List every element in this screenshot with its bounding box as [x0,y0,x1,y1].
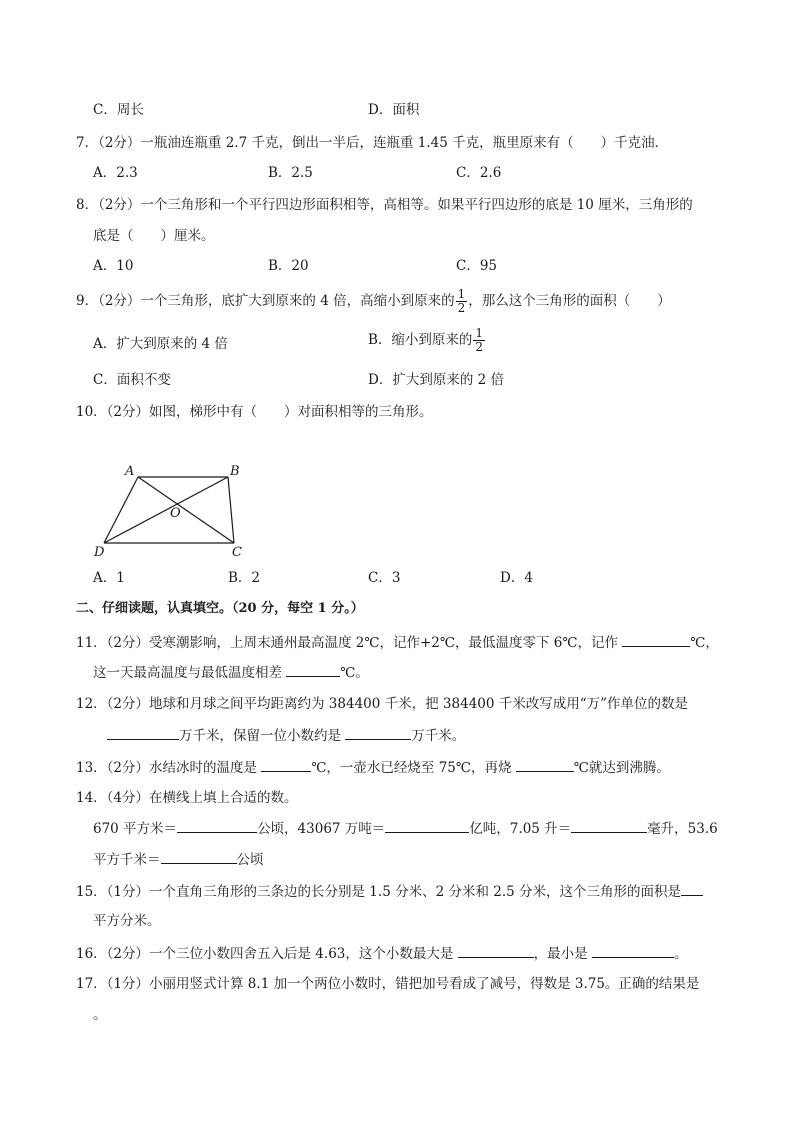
vertex-label-c: C [232,545,242,560]
q9-option-d: D．扩大到原来的 2 倍 [368,372,504,388]
q12-text-b: 万千米。 [411,728,466,744]
q10-option-b: B．2 [228,570,261,586]
q12-text-a: 万千米，保留一位小数约是 [179,728,346,744]
q9-frac-den: 2 [457,301,466,315]
q11-text-a: 11．（2分）受寒潮影响，上周末通州最高温度 2℃，记作+2℃，最低温度零下 6℃，记作 [76,635,623,651]
q12-blank-1[interactable] [107,725,179,740]
vertex-label-b: B [230,464,240,479]
q12-line1: 12．（2分）地球和月球之间平均距离约为 384400 千米，把 384400 千米改写成用“万”作单位的数是 [76,696,689,712]
q12-line2 [107,725,465,746]
q8-option-b: B．20 [268,258,309,274]
q9-option-b-prefix: B．缩小到原来的 [368,332,473,348]
q11-text-b: ℃， [690,635,719,651]
vertex-label-o: O [170,506,181,521]
q11-line1 [76,632,719,653]
q14-blank-2[interactable] [385,818,469,833]
q9-text-after: ，那么这个三角形的面积（ ） [468,293,671,309]
q13-text-c: ℃就达到沸腾。 [573,760,670,776]
q14-text-c: 亿吨，7.05 升＝ [469,821,572,837]
q13-text-a: 13．（2分）水结冰时的温度是 [76,760,262,776]
q14-text-f: 公顷 [236,852,264,868]
q7-text: 7．（2分）一瓶油连瓶重 2.7 千克，倒出一半后，连瓶重 1.45 千克，瓶里原来有（ ）千克油． [76,135,669,151]
edge-bc [228,477,234,543]
q14-blank-3[interactable] [571,818,647,833]
q10-text: 10．（2分）如图，梯形中有（ ）对面积相等的三角形。 [76,404,433,420]
q16-blank-2[interactable] [592,943,674,958]
q9-option-a: A．扩大到原来的 4 倍 [93,336,228,352]
q15-blank-1[interactable] [681,881,703,896]
q8-option-c: C．95 [456,258,498,274]
q7-option-a: A．2.3 [93,165,138,181]
q9-fraction [456,288,468,315]
q17-line2: 。 [93,1007,107,1023]
vertex-label-a: A [125,464,135,479]
q9-option-b-fraction [473,327,485,354]
q6-option-d: D．面积 [368,102,420,118]
trapezoid-figure [88,458,258,562]
q16-text-c: 。 [673,946,688,962]
q10-option-c: C．3 [368,570,401,586]
q14-blank-1[interactable] [177,818,257,833]
q14-blank-4[interactable] [161,849,237,864]
q12-blank-2[interactable] [345,725,411,740]
q9-optb-frac-den: 2 [475,340,484,354]
diagonal-ac [138,477,234,543]
q11-blank-1[interactable] [622,632,690,647]
q9-text-before: 9．（2分）一个三角形，底扩大到原来的 4 倍，高缩小到原来的 [76,293,455,309]
q13-text-b: ℃，一壶水已经烧至 75℃，再烧 [311,760,516,776]
q8-text-line2: 底是（ ）厘米。 [93,228,215,244]
q14-text-a: 670 平方米＝ [93,821,178,837]
q11-text-d: ℃。 [340,665,369,681]
q14-line1 [93,818,718,839]
q9-text [76,288,671,315]
q9-option-b [368,327,486,354]
q14-line2 [93,849,264,870]
q16-line [76,943,687,964]
q16-blank-1[interactable] [458,943,534,958]
q15-text-a: 15．（1分）一个直角三角形的三条边的长分别是 1.5 分米、2 分米和 2.5 分米，这个三角形的面积是 [76,884,682,900]
q13-line [76,757,670,778]
q8-option-a: A．10 [93,258,134,274]
q14-text-d: 毫升，53.6 [647,821,718,837]
q16-text-a: 16．（2分）一个三位小数四舍五入后是 4.63，这个小数最大是 [76,946,458,962]
q14-text-e: 平方千米＝ [93,852,161,868]
q17-line1: 17．（1分）小丽用竖式计算 8.1 加一个两位小数时，错把加号看成了减号，得数是 3.75。正确的结果是 [76,976,700,992]
q11-text-c: 这一天最高温度与最低温度相差 [93,665,287,681]
q15-line2: 平方分米。 [93,913,161,929]
q8-text-line1: 8．（2分）一个三角形和一个平行四边形面积相等，高相等。如果平行四边形的底是 10 厘米，三角形的 [76,197,693,213]
diagonal-bd [104,477,228,543]
q10-option-d: D．4 [500,570,533,586]
q10-option-a: A．1 [93,570,125,586]
q15-line1 [76,881,703,902]
q7-option-b: B．2.5 [268,165,313,181]
section-2-title: 二、仔细读题，认真填空。（20 分，每空 1 分。） [76,601,364,616]
q11-line2 [93,662,369,683]
q14-title: 14．（4分）在横线上填上合适的数。 [76,790,298,806]
q14-text-b: 公顷，43067 万吨＝ [257,821,386,837]
q11-blank-2[interactable] [286,662,340,677]
edge-da [104,477,138,543]
q9-optb-frac-num: 1 [475,326,484,340]
q9-option-c: C．面积不变 [93,372,171,388]
q6-option-c: C．周长 [93,102,144,118]
q16-text-b: ，最小是 [533,946,592,962]
vertex-label-d: D [94,545,105,560]
q9-frac-num: 1 [457,287,466,301]
q13-blank-2[interactable] [516,757,574,772]
q13-blank-1[interactable] [261,757,311,772]
q7-option-c: C．2.6 [456,165,502,181]
